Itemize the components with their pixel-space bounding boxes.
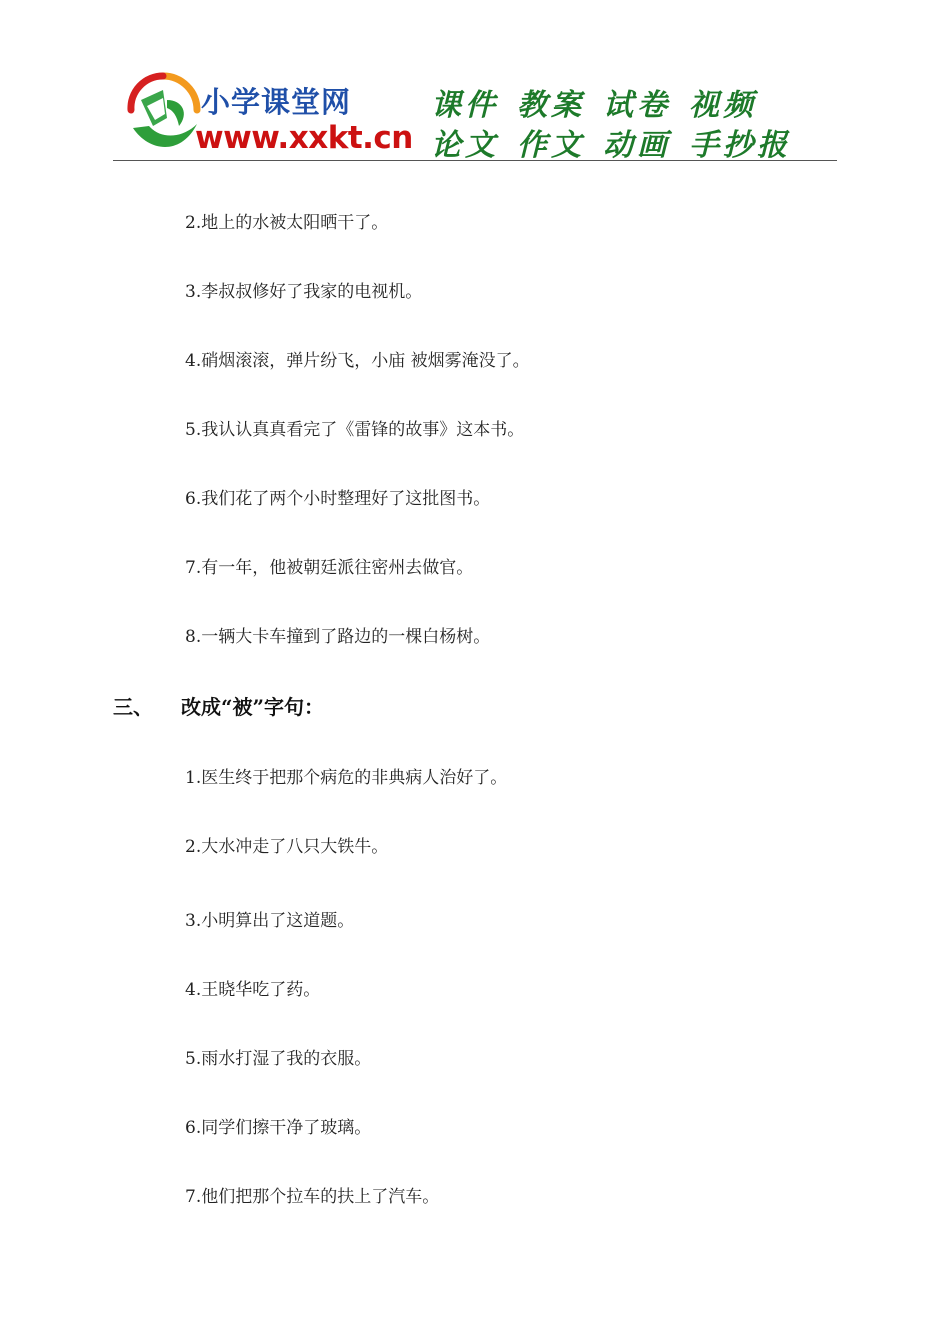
nav-link-handwritten-newspaper[interactable]: 手抄报 xyxy=(689,128,791,163)
list-item: 4.硝烟滚滚，弹片纷飞，小庙 被烟雾淹没了。 xyxy=(185,351,530,371)
site-header xyxy=(113,62,837,162)
list-item: 2.地上的水被太阳晒干了。 xyxy=(185,213,389,233)
nav-link-courseware[interactable]: 课件 xyxy=(431,88,499,123)
list-item: 3.小明算出了这道题。 xyxy=(185,911,355,931)
section-title-text: 改成“被”字句： xyxy=(181,695,325,719)
list-item: 6.同学们擦干净了玻璃。 xyxy=(185,1118,372,1138)
nav-link-videos[interactable]: 视频 xyxy=(689,88,757,123)
list-item: 8.一辆大卡车撞到了路边的一棵白杨树。 xyxy=(185,627,491,647)
nav-link-papers[interactable]: 论文 xyxy=(431,128,499,163)
list-item: 6.我们花了两个小时整理好了这批图书。 xyxy=(185,489,491,509)
nav-row-2 xyxy=(431,120,791,164)
nav-link-exams[interactable]: 试卷 xyxy=(603,88,671,123)
list-item: 7.他们把那个拉车的扶上了汽车。 xyxy=(185,1187,440,1207)
list-item: 5.雨水打湿了我的衣服。 xyxy=(185,1049,372,1069)
list-item: 1.医生终于把那个病危的非典病人治好了。 xyxy=(185,768,508,788)
logo-icon xyxy=(123,70,203,156)
list-item: 3.李叔叔修好了我家的电视机。 xyxy=(185,282,423,302)
list-item: 5.我认认真真看完了《雷锋的故事》这本书。 xyxy=(185,420,525,440)
nav-link-essays[interactable]: 作文 xyxy=(517,128,585,163)
list-item: 2.大水冲走了八只大铁牛。 xyxy=(185,837,389,857)
site-name: 小学课堂网 xyxy=(201,85,352,119)
site-url[interactable]: www.xxkt.cn xyxy=(195,120,413,156)
header-divider xyxy=(113,160,837,161)
list-item: 4.王晓华吃了药。 xyxy=(185,980,321,1000)
nav-link-lesson-plans[interactable]: 教案 xyxy=(517,88,585,123)
nav-row-1 xyxy=(431,80,757,124)
section-number: 三、 xyxy=(113,695,153,719)
section-heading xyxy=(113,691,324,720)
nav-link-animations[interactable]: 动画 xyxy=(603,128,671,163)
list-item: 7.有一年，他被朝廷派往密州去做官。 xyxy=(185,558,474,578)
